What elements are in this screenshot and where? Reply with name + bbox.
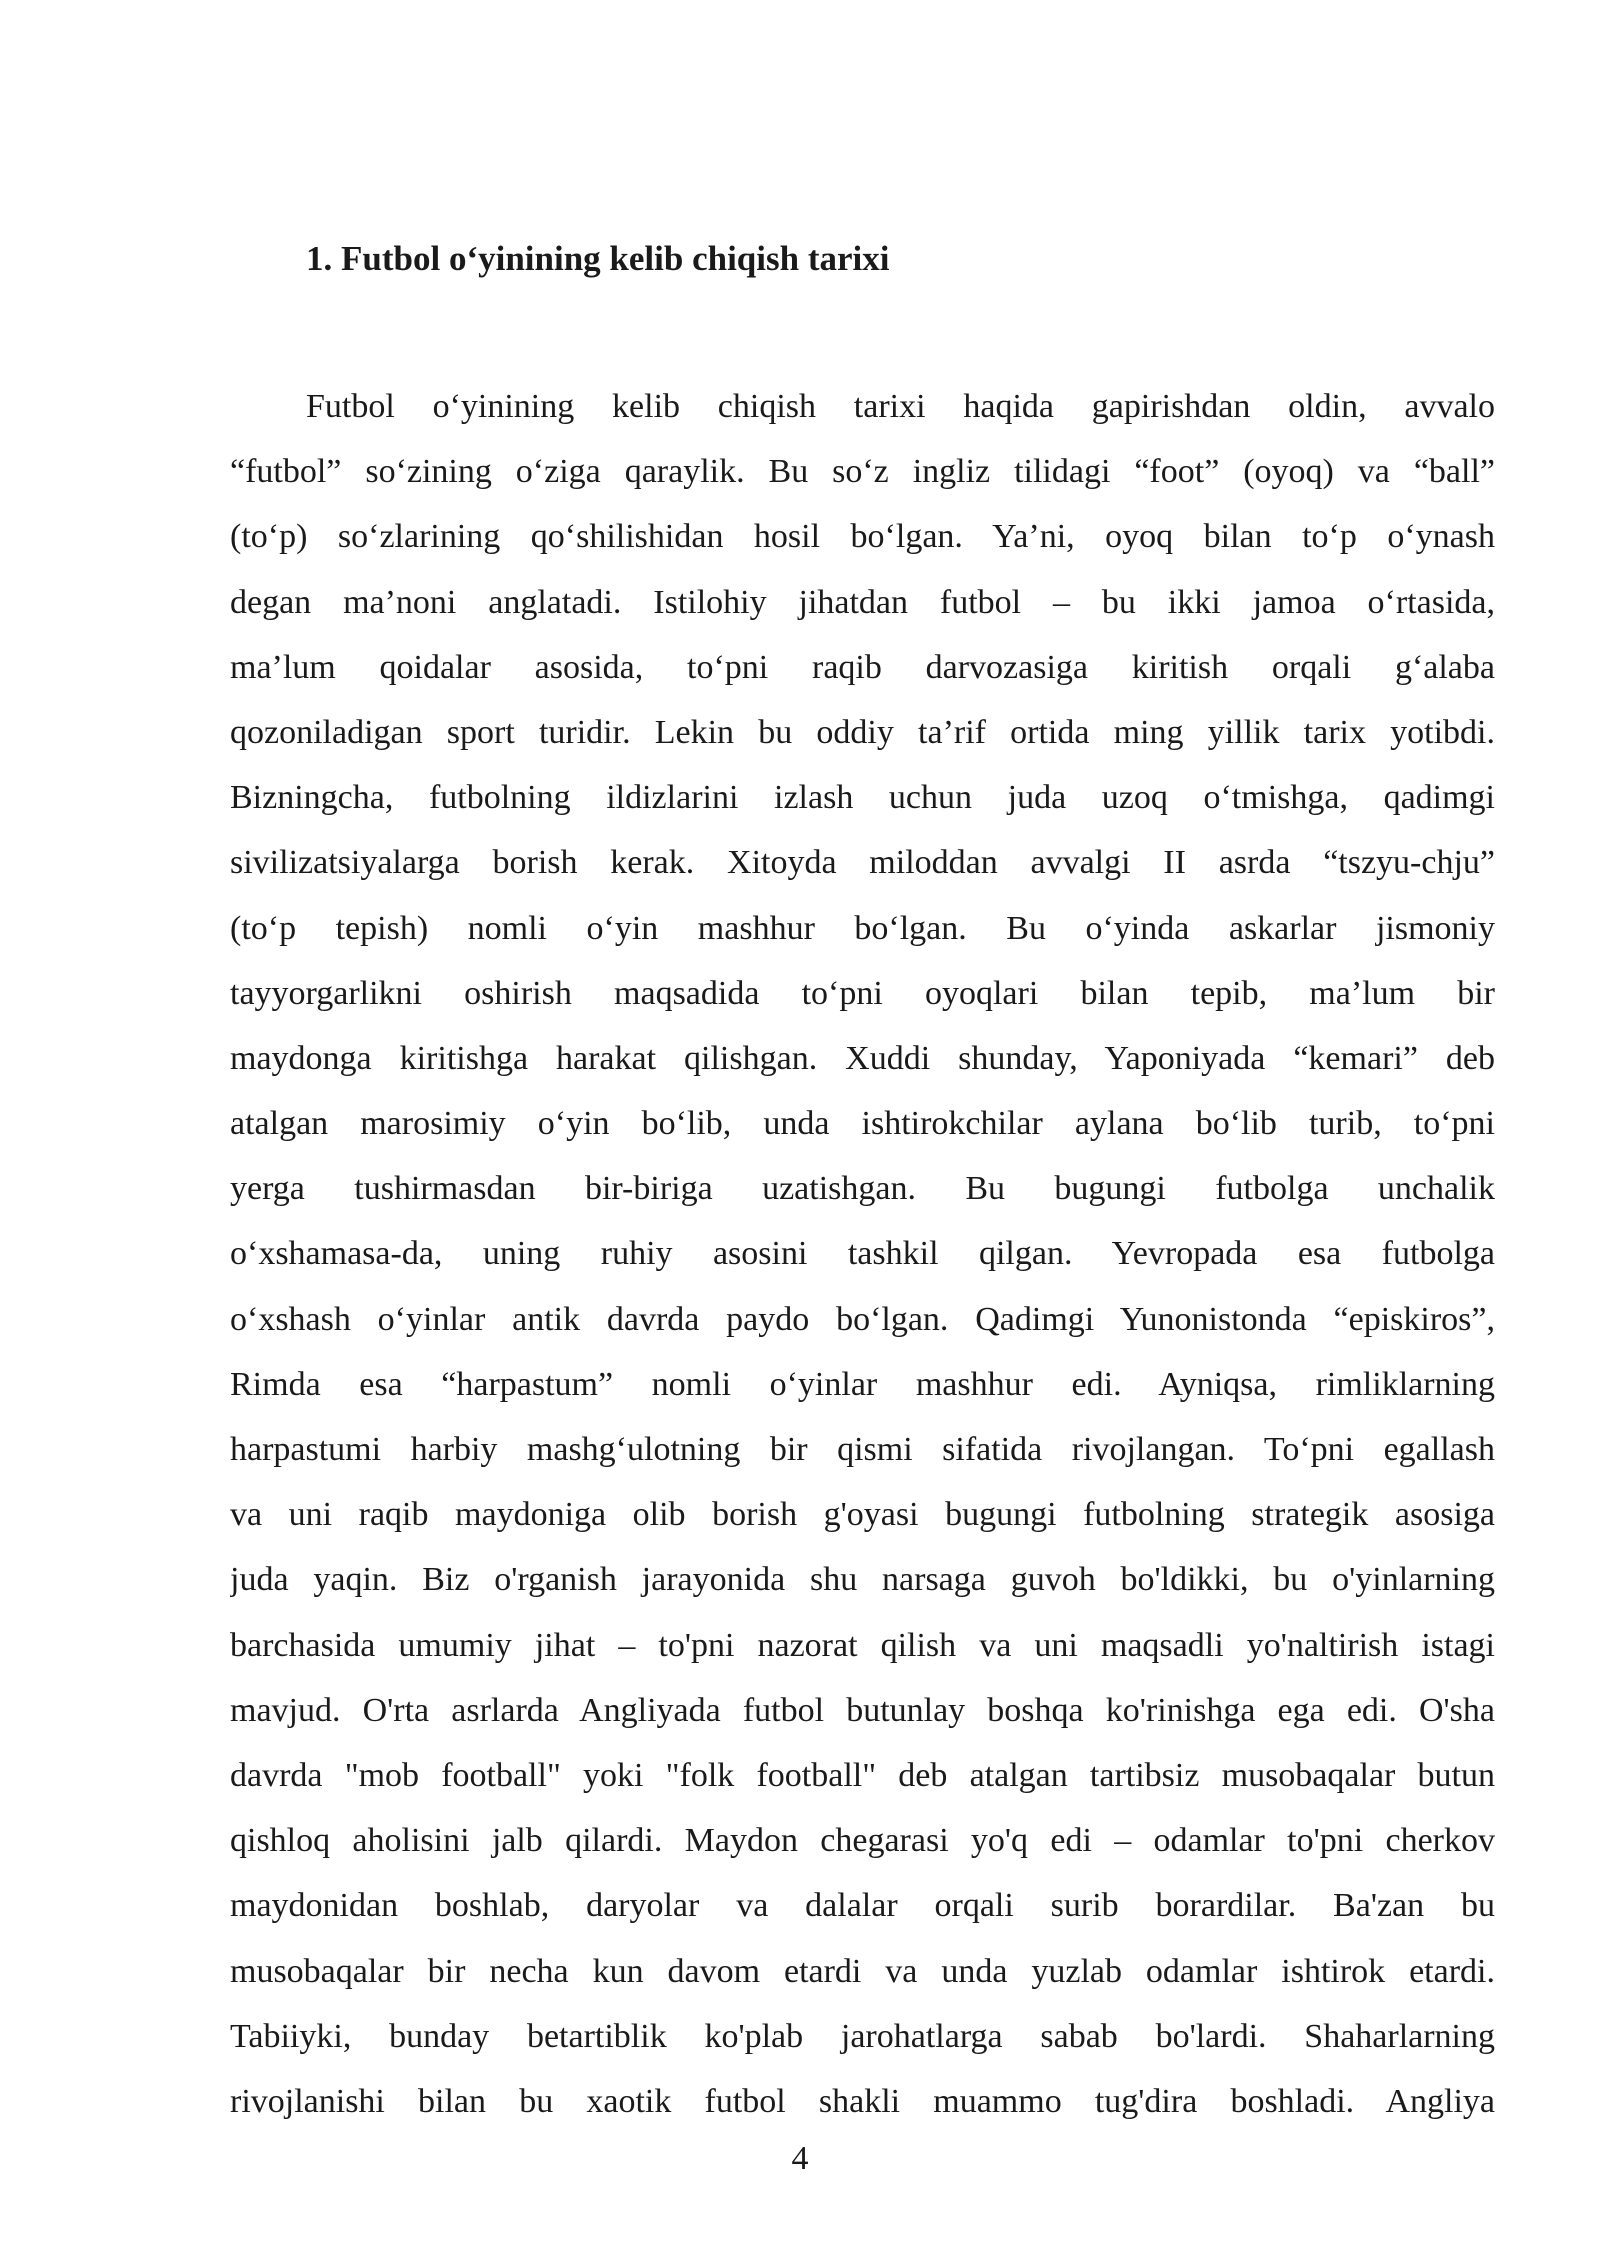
paragraph-line: qishloq aholisini jalb qilardi. Maydon chegarasi yo'q edi – odamlar to'pni cherkov [230,1822,1495,1860]
paragraph-line: o‘xshash o‘yinlar antik davrda paydo bo‘lgan. Qadimgi Yunonistonda “episkiros”, [230,1300,1495,1338]
paragraph-line: juda yaqin. Biz o'rganish jarayonida shu narsaga guvoh bo'ldikki, bu o'yinlarning [230,1561,1495,1599]
paragraph-line: tayyorgarlikni oshirish maqsadida to‘pni oyoqlari bilan tepib, ma’lum bir [230,974,1495,1012]
paragraph-line: barchasida umumiy jihat – to'pni nazorat qilish va uni maqsadli yo'naltirish istagi [230,1626,1495,1664]
paragraph-line: Futbol o‘yinining kelib chiqish tarixi haqida gapirishdan oldin, avvalo [306,388,1495,425]
paragraph-line: mavjud. O'rta asrlarda Angliyada futbol butunlay boshqa ko'rinishga ega edi. O'sha [230,1691,1495,1729]
paragraph-line: maydonga kiritishga harakat qilishgan. Xuddi shunday, Yaponiyada “kemari” deb [230,1039,1495,1077]
paragraph-line: ma’lum qoidalar asosida, to‘pni raqib darvozasiga kiritish orqali g‘alaba [230,648,1495,686]
paragraph-line: harpastumi harbiy mashg‘ulotning bir qismi sifatida rivojlangan. To‘pni egallash [230,1431,1495,1468]
body-paragraph [230,374,1495,2134]
paragraph-line: Rimda esa “harpastum” nomli o‘yinlar mashhur edi. Ayniqsa, rimliklarning [230,1365,1495,1403]
section-heading: 1. Futbol o‘yinining kelib chiqish tarixi [306,239,890,278]
paragraph-line: davrda "mob football" yoki "folk football" deb atalgan tartibsiz musobaqalar butun [230,1756,1495,1794]
paragraph-line: degan ma’noni anglatadi. Istilohiy jihatdan futbol – bu ikki jamoa o‘rtasida, [230,583,1495,621]
paragraph-line: maydonidan boshlab, daryolar va dalalar orqali surib borardilar. Ba'zan bu [230,1887,1495,1925]
paragraph-line: (to‘p tepish) nomli o‘yin mashhur bo‘lgan. Bu o‘yinda askarlar jismoniy [230,909,1495,947]
paragraph-line: Tabiiyki, bunday betartiblik ko'plab jarohatlarga sabab bo'lardi. Shaharlarning [230,2017,1495,2055]
paragraph-line: rivojlanishi bilan bu xaotik futbol shakli muammo tug'dira boshladi. Angliya [230,2082,1495,2120]
paragraph-line: qozoniladigan sport turidir. Lekin bu oddiy ta’rif ortida ming yillik tarix yotibdi. [230,713,1495,751]
page-number: 4 [791,2140,809,2177]
paragraph-line: atalgan marosimiy o‘yin bo‘lib, unda ishtirokchilar aylana bo‘lib turib, to‘pni [230,1105,1495,1143]
paragraph-line: (to‘p) so‘zlarining qo‘shilishidan hosil bo‘lgan. Ya’ni, oyoq bilan to‘p o‘ynash [230,518,1495,556]
paragraph-line: Bizningcha, futbolning ildizlarini izlash uchun juda uzoq o‘tmishga, qadimgi [230,779,1495,817]
paragraph-line: musobaqalar bir necha kun davom etardi va unda yuzlab odamlar ishtirok etardi. [230,1952,1495,1990]
paragraph-line: sivilizatsiyalarga borish kerak. Xitoyda miloddan avvalgi II asrda “tszyu-chju” [230,844,1495,882]
paragraph-line: o‘xshamasa-da, uning ruhiy asosini tashkil qilgan. Yevropada esa futbolga [230,1235,1495,1273]
paragraph-line: va uni raqib maydoniga olib borish g'oyasi bugungi futbolning strategik asosiga [230,1496,1495,1534]
paragraph-line: “futbol” so‘zining o‘ziga qaraylik. Bu so‘z ingliz tilidagi “foot” (oyoq) va “ball” [230,453,1495,491]
paragraph-line: yerga tushirmasdan bir-biriga uzatishgan. Bu bugungi futbolga unchalik [230,1170,1495,1208]
